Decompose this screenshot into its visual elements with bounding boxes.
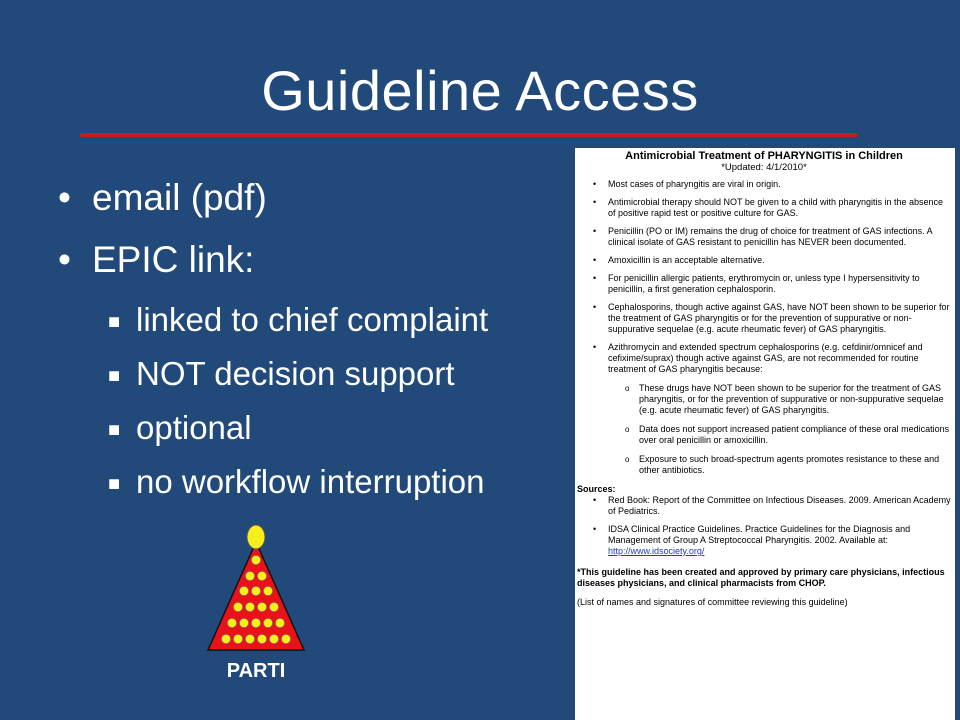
- source-link[interactable]: http://www.idsociety.org/: [608, 546, 705, 556]
- bullet-dot-icon: •: [593, 197, 597, 207]
- document-item-text: Amoxicillin is an acceptable alternative.: [608, 255, 765, 265]
- approval-note: *This guideline has been created and approved by primary care physicians, infectious diseases physicians, and clinical pharmacists from CHOP.: [577, 567, 945, 588]
- document-item-text: Most cases of pharyngitis are viral in origin.: [608, 179, 781, 189]
- parti-label: PARTI: [226, 660, 286, 682]
- source-text: Red Book: Report of the Committee on Infectious Diseases. 2009. American Academy of Pediatrics.: [608, 495, 951, 516]
- sub-bullet-text: optional: [136, 409, 252, 446]
- document-item-text: Azithromycin and extended spectrum cephalosporins (e.g. cefdinir/omnicef and cefixime/suprax) though active against GAS, are not recommended for routine treatment of GAS pharyngitis because:: [608, 342, 923, 374]
- document-updated-date: *Updated: 4/1/2010*: [721, 162, 807, 173]
- sub-bullet-text: no workflow interruption: [136, 463, 485, 500]
- source-item: [577, 495, 951, 517]
- square-bullet-icon: ■: [108, 311, 121, 333]
- bullet-item: [58, 176, 488, 238]
- document-item: [577, 342, 951, 375]
- document-title: Antimicrobial Treatment of PHARYNGITIS in Children: [625, 150, 903, 162]
- document-item: [577, 273, 951, 295]
- square-bullet-icon: ■: [108, 419, 121, 441]
- guideline-document: [575, 148, 955, 720]
- bullet-dot-icon: •: [58, 239, 71, 280]
- title-underline: [80, 133, 858, 137]
- document-item-text: Penicillin (PO or IM) remains the drug of choice for treatment of GAS infections. A clinical isolate of GAS resistant to penicillin has NEVER been documented.: [608, 226, 933, 247]
- document-item: [577, 197, 951, 219]
- square-bullet-icon: ■: [108, 473, 121, 495]
- circle-bullet-icon: o: [625, 455, 630, 464]
- bullet-dot-icon: •: [593, 342, 597, 352]
- document-item-text: Antimicrobial therapy should NOT be given to a child with pharyngitis in the absence of positive rapid test or positive culture for GAS.: [608, 197, 944, 218]
- sub-bullet-item: [58, 408, 488, 462]
- sub-bullet-item: [58, 462, 488, 516]
- document-subitem: [577, 454, 951, 476]
- sub-bullet-item: [58, 354, 488, 408]
- bullet-item: [58, 238, 488, 300]
- bullet-text: email (pdf): [92, 177, 267, 218]
- document-subitem: [577, 383, 951, 416]
- document-subitem-text: Data does not support increased patient compliance of these oral medications over oral penicillin or amoxicillin.: [639, 424, 950, 445]
- bullet-dot-icon: •: [58, 177, 71, 218]
- circle-bullet-icon: o: [625, 425, 630, 434]
- document-subitem: [577, 424, 951, 446]
- bullet-dot-icon: •: [593, 273, 597, 283]
- sub-bullet-text: NOT decision support: [136, 355, 455, 392]
- document-item: [577, 226, 951, 248]
- source-text: IDSA Clinical Practice Guidelines. Practice Guidelines for the Diagnosis and Management of Group A Streptococcal Pharyngitis. 2002. Available at:: [608, 524, 911, 545]
- bullet-text: EPIC link:: [92, 239, 255, 280]
- document-item-text: Cephalosporins, though active against GAS, have NOT been shown to be superior for the treatment of GAS pharyngitis or for the prevention of suppurative or non-suppurative sequelae (e.g. acute rheumatic fever) of GAS pharyngitis.: [608, 302, 950, 334]
- document-item: [577, 302, 951, 335]
- bullet-dot-icon: •: [593, 495, 597, 505]
- document-subitem-text: These drugs have NOT been shown to be superior for the treatment of GAS pharyngitis, or for the prevention of suppurative or non-suppurative sequelae (e.g. acute rheumatic fever) of GAS pharyngitis.: [639, 383, 944, 415]
- slide-title: Guideline Access: [261, 59, 699, 122]
- sub-bullet-item: [58, 300, 488, 354]
- sub-bullet-text: linked to chief complaint: [136, 301, 489, 338]
- document-item-text: For penicillin allergic patients, erythromycin or, unless type I hypersensitivity to penicillin, a first generation cephalosporin.: [608, 273, 920, 294]
- bullet-dot-icon: •: [593, 524, 597, 534]
- bullet-dot-icon: •: [593, 302, 597, 312]
- bullet-dot-icon: •: [593, 226, 597, 236]
- document-item: [577, 255, 951, 266]
- square-bullet-icon: ■: [108, 365, 121, 387]
- bullet-dot-icon: •: [593, 179, 597, 189]
- committee-note: (List of names and signatures of committee reviewing this guideline): [577, 597, 848, 607]
- document-subitem-text: Exposure to such broad-spectrum agents promotes resistance to these and other antibiotics.: [639, 454, 940, 475]
- sources-heading: Sources:: [577, 484, 616, 494]
- document-item: [577, 179, 951, 190]
- bullet-list: [58, 176, 488, 516]
- source-item: [577, 524, 951, 557]
- circle-bullet-icon: o: [625, 384, 630, 393]
- bullet-dot-icon: •: [593, 255, 597, 265]
